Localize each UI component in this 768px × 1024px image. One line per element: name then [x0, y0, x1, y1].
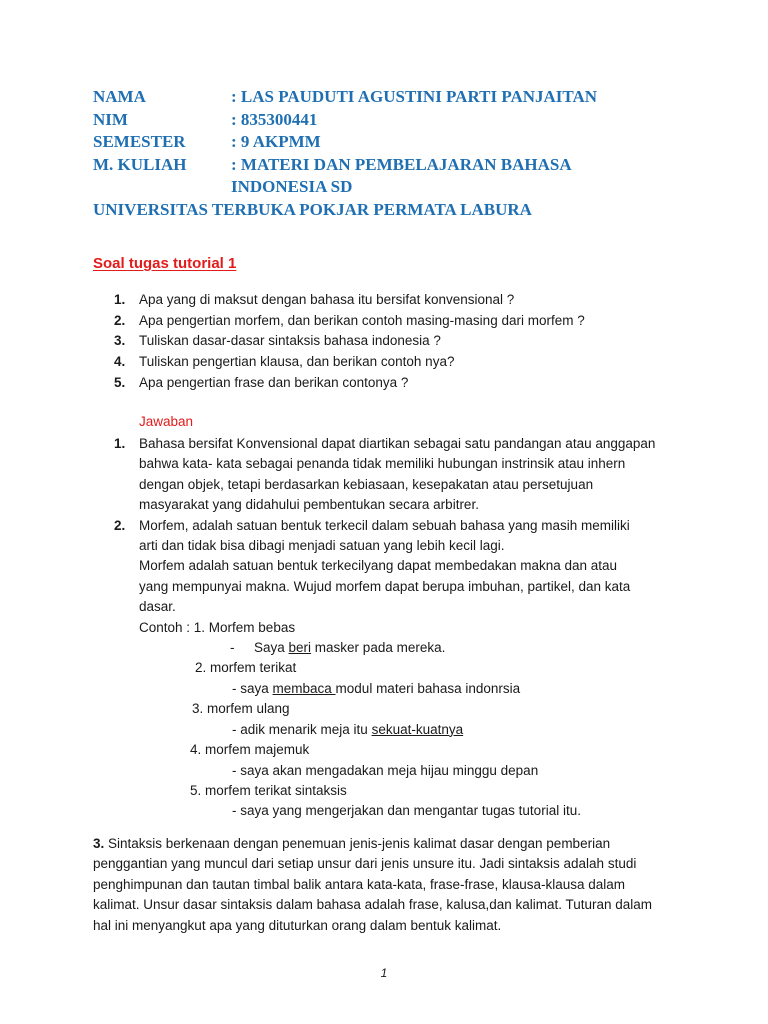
question-text: Apa pengertian morfem, dan berikan contoh masing-masing dari morfem ? — [139, 312, 585, 328]
answer-line: penggantian yang muncul dari setiap unsur dari jenis unsure itu. Jadi sintaksis adalah studi — [93, 856, 637, 872]
answer-list — [114, 434, 684, 822]
answer-item-1 — [114, 434, 684, 516]
question-text: Tuliskan pengertian klausa, dan berikan contoh nya? — [139, 354, 455, 370]
answer-line: arti dan tidak bisa dibagi menjadi satuan yang lebih kecil lagi. — [139, 538, 505, 554]
example-heading: 2. morfem terikat — [195, 660, 297, 676]
question-number: 4. — [114, 354, 126, 370]
answer-line: penghimpunan dan tautan timbal balik antara kata-kata, frase-frase, klausa-klausa dalam — [93, 876, 626, 892]
answer-item-3 — [93, 834, 693, 936]
example-text: - adik menarik meja itu — [232, 721, 372, 737]
example-text: Saya — [254, 640, 289, 656]
question-number: 3. — [114, 333, 126, 349]
question-item — [114, 331, 724, 352]
underlined-word: membaca — [272, 680, 336, 696]
answer-line: Bahasa bersifat Konvensional dapat diartikan sebagai satu pandangan atau anggapan — [139, 436, 656, 451]
example-ulang — [139, 720, 684, 740]
answer-body — [139, 434, 684, 516]
answer-line: dengan objek, tetapi berdasarkan kebiasaan, kesepakatan atau persetujuan — [139, 476, 594, 492]
example-heading: 4. morfem majemuk — [190, 742, 310, 758]
nim-value: : 835300441 — [231, 109, 318, 129]
nim-label: NIM — [93, 109, 128, 129]
example-majemuk: - saya akan mengadakan meja hijau minggu depan — [232, 762, 539, 778]
example-sintaksis: - saya yang mengerjakan dan mengantar tugas tutorial itu. — [232, 803, 581, 819]
answer-line: Morfem, adalah satuan bentuk terkecil dalam sebuah bahasa yang masih memiliki — [139, 517, 630, 533]
question-list — [114, 290, 724, 394]
semester-row — [93, 131, 733, 154]
nama-label: NAMA — [93, 87, 146, 106]
question-number: 5. — [114, 374, 126, 390]
university-name: UNIVERSITAS TERBUKA POKJAR PERMATA LABURA — [93, 199, 532, 219]
answer-number: 3. — [93, 836, 105, 851]
student-info-header — [93, 86, 733, 221]
jawaban-title: Jawaban — [139, 414, 194, 429]
page-number: 1 — [380, 966, 388, 980]
question-number: 2. — [114, 312, 126, 328]
answer-text: Sintaksis berkenaan dengan penemuan jenis-jenis kalimat dasar dengan pemberian — [104, 836, 611, 851]
nama-row — [93, 86, 733, 109]
answer-line: hal ini menyangkut apa yang dituturkan orang dalam bentuk kalimat. — [93, 917, 502, 933]
answer-line — [93, 834, 693, 854]
kuliah-label: M. KULIAH — [93, 154, 187, 174]
question-item — [114, 290, 724, 311]
semester-label: SEMESTER — [93, 132, 186, 151]
answer-line: Morfem adalah satuan bentuk terkecilyang dapat membedakan makna dan atau — [139, 558, 618, 574]
answer-line: dasar. — [139, 599, 176, 615]
answer-number: 2. — [114, 517, 126, 533]
question-text: Apa pengertian frase dan berikan contonya ? — [139, 374, 409, 390]
answer-body — [139, 516, 684, 822]
underlined-word: beri — [288, 640, 312, 656]
answer-number: 1. — [114, 436, 126, 451]
example-bebas — [139, 638, 684, 658]
soal-title: Soal tugas tutorial 1 — [93, 255, 237, 272]
example-heading: 5. morfem terikat sintaksis — [190, 782, 347, 798]
question-text: Apa yang di maksut dengan bahasa itu bersifat konvensional ? — [139, 292, 515, 307]
answer-line: yang mempunyai makna. Wujud morfem dapat berupa imbuhan, partikel, dan kata — [139, 578, 631, 594]
kuliah-value-continued: INDONESIA SD — [231, 177, 353, 196]
example-terikat — [139, 679, 684, 699]
question-item — [114, 373, 724, 394]
example-dash: - — [230, 640, 235, 656]
contoh-label: Contoh : 1. Morfem bebas — [139, 619, 296, 635]
nama-value: : LAS PAUDUTI AGUSTINI PARTI PANJAITAN — [231, 87, 598, 106]
nim-row — [93, 109, 733, 132]
example-text: modul materi bahasa indonrsia — [335, 680, 521, 696]
answer-item-2 — [114, 516, 684, 822]
kuliah-value: : MATERI DAN PEMBELAJARAN BAHASA — [231, 154, 572, 174]
example-text: masker pada mereka. — [311, 640, 446, 656]
underlined-word: sekuat-kuatnya — [371, 721, 464, 737]
question-number: 1. — [114, 292, 126, 307]
semester-value: : 9 AKPMM — [231, 132, 321, 151]
example-heading: 3. morfem ulang — [192, 701, 290, 717]
answer-line: masyarakat yang didahului pembentukan secara arbitrer. — [139, 497, 479, 513]
question-item — [114, 352, 724, 373]
answer-line: kalimat. Unsur dasar sintaksis dalam bahasa adalah frase, kalusa,dan kalimat. Tuturan dalam — [93, 897, 653, 913]
question-text: Tuliskan dasar-dasar sintaksis bahasa indonesia ? — [139, 333, 441, 349]
kuliah-row — [93, 154, 733, 177]
question-item — [114, 311, 724, 332]
example-text: - saya — [232, 680, 273, 696]
answer-line: bahwa kata- kata sebagai penanda tidak memiliki hubungan instrinsik atau inhern — [139, 456, 626, 472]
